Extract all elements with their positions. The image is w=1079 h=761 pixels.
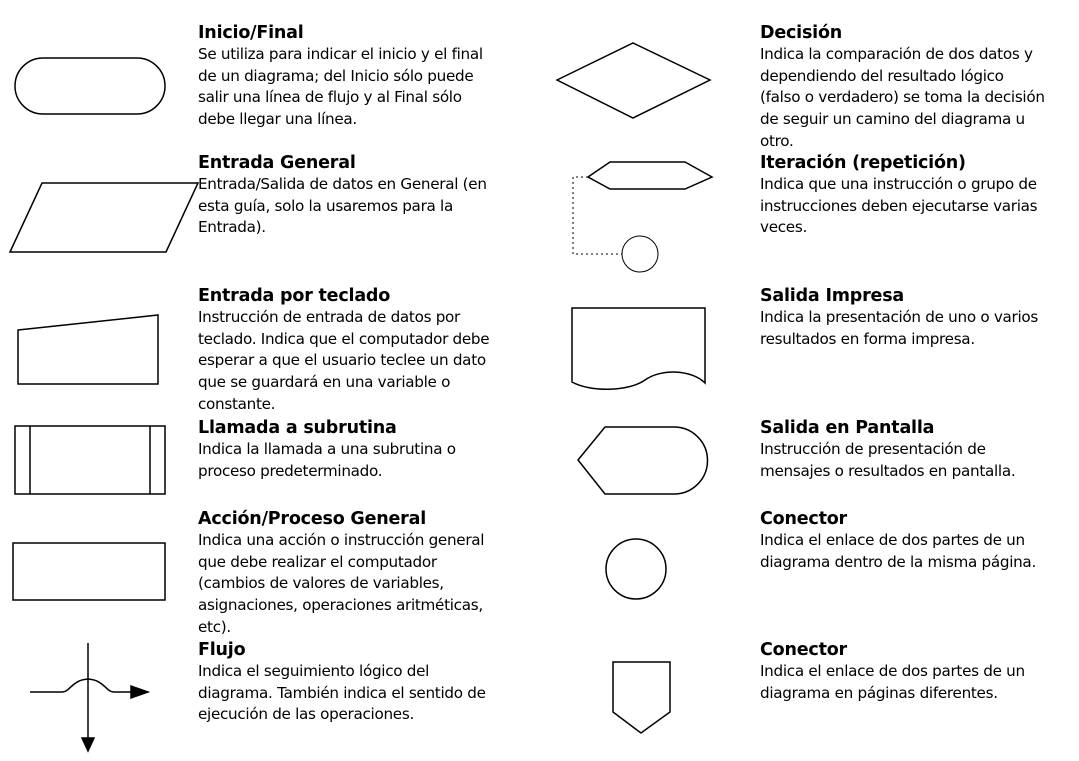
printed-output-symbol: [572, 308, 705, 389]
symbol-description-line: Indica el enlace de dos partes de un: [760, 531, 1025, 549]
symbol-title: Flujo: [198, 640, 246, 660]
symbol-description-line: otro.: [760, 131, 794, 150]
symbol-description-line: resultados en forma impresa.: [760, 329, 975, 348]
symbol-description-line: diagrama en páginas diferentes.: [760, 683, 998, 702]
symbol-entry: [198, 640, 518, 726]
symbol-entry: [760, 509, 1079, 573]
process-symbol: [13, 543, 165, 600]
symbol-description-line: que debe realizar el computador: [198, 552, 437, 571]
symbol-title: Acción/Proceso General: [198, 509, 427, 529]
symbol-entry: [198, 509, 518, 639]
symbol-description-line: Indica la presentación de uno o varios: [760, 308, 1039, 326]
symbol-description-line: (cambios de valores de variables,: [198, 574, 444, 593]
symbol-description-line: Indica el seguimiento lógico del: [198, 662, 430, 680]
symbol-description-line: teclado. Indica que el computador debe: [198, 329, 490, 348]
data-io-symbol: [10, 183, 198, 252]
decision-symbol: [557, 43, 710, 118]
symbol-description-line: Indica el enlace de dos partes de un: [760, 662, 1025, 680]
symbol-description-line: esperar a que el usuario teclee un dato: [198, 351, 486, 370]
symbol-description-line: Se utiliza para indicar el inicio y el final: [198, 45, 483, 63]
symbol-title: Entrada por teclado: [198, 286, 391, 306]
symbol-description-line: constante.: [198, 394, 276, 413]
symbol-description-line: Entrada).: [198, 218, 266, 237]
symbol-description-line: ejecución de las operaciones.: [198, 705, 414, 724]
symbol-description-line: etc).: [198, 617, 231, 636]
symbol-title: Conector: [760, 640, 847, 660]
manual-input-symbol: [18, 315, 158, 384]
symbol-title: Entrada General: [198, 153, 356, 173]
symbol-description-line: debe llegar una línea.: [198, 110, 357, 129]
symbol-description-line: de un diagrama; del Inicio sólo puede: [198, 66, 474, 85]
symbol-description-line: Instrucción de entrada de datos por: [198, 308, 460, 326]
symbol-entry: [198, 418, 518, 482]
symbol-title: Iteración (repetición): [760, 153, 966, 173]
terminal-symbol: [15, 58, 165, 114]
symbol-description-line: proceso predeterminado.: [198, 461, 383, 480]
symbol-entry: [760, 153, 1079, 239]
symbol-description-line: de seguir un camino del diagrama u: [760, 110, 1025, 129]
flow-arrows-symbol: [30, 643, 148, 751]
iteration-symbol: [573, 162, 712, 272]
symbol-description-line: que se guardará en una variable o: [198, 373, 451, 392]
symbol-title: Salida en Pantalla: [760, 418, 935, 438]
symbol-entry: [760, 286, 1079, 350]
symbol-description-line: Entrada/Salida de datos en General (en: [198, 175, 487, 193]
symbol-description-line: dependiendo del resultado lógico: [760, 66, 1004, 85]
off-page-connector-symbol: [613, 662, 670, 733]
symbol-description-line: Indica que una instrucción o grupo de: [760, 175, 1037, 193]
symbol-description-line: instrucciones deben ejecutarse varias: [760, 196, 1038, 215]
symbol-description-line: Indica una acción o instrucción general: [198, 531, 485, 549]
symbol-entry: [760, 640, 1079, 704]
symbol-description-line: asignaciones, operaciones aritméticas,: [198, 596, 483, 615]
symbol-description-line: mensajes o resultados en pantalla.: [760, 461, 1016, 480]
symbol-entry: [198, 153, 518, 239]
symbol-entry: [198, 23, 518, 131]
on-page-connector-symbol: [606, 539, 666, 599]
symbol-description-line: diagrama dentro de la misma página.: [760, 552, 1036, 571]
symbol-title: Decisión: [760, 23, 843, 43]
symbol-title: Salida Impresa: [760, 286, 905, 306]
symbol-entry: [760, 418, 1079, 482]
symbol-description-line: salir una línea de flujo y al Final sólo: [198, 88, 462, 107]
symbol-title: Inicio/Final: [198, 23, 304, 43]
subroutine-symbol: [15, 426, 165, 494]
symbol-title: Conector: [760, 509, 847, 529]
symbol-description-line: diagrama. También indica el sentido de: [198, 683, 486, 702]
symbol-description-line: Indica la comparación de dos datos y: [760, 45, 1033, 63]
symbol-description-line: esta guía, solo la usaremos para la: [198, 196, 453, 215]
symbol-entry: [198, 286, 518, 416]
symbol-description-line: veces.: [760, 218, 807, 237]
symbol-description-line: (falso o verdadero) se toma la decisión: [760, 88, 1045, 107]
symbol-entry: [760, 23, 1079, 153]
symbol-title: Llamada a subrutina: [198, 418, 397, 438]
display-output-symbol: [578, 427, 707, 494]
symbol-description-line: Instrucción de presentación de: [760, 440, 986, 458]
symbol-description-line: Indica la llamada a una subrutina o: [198, 440, 456, 458]
